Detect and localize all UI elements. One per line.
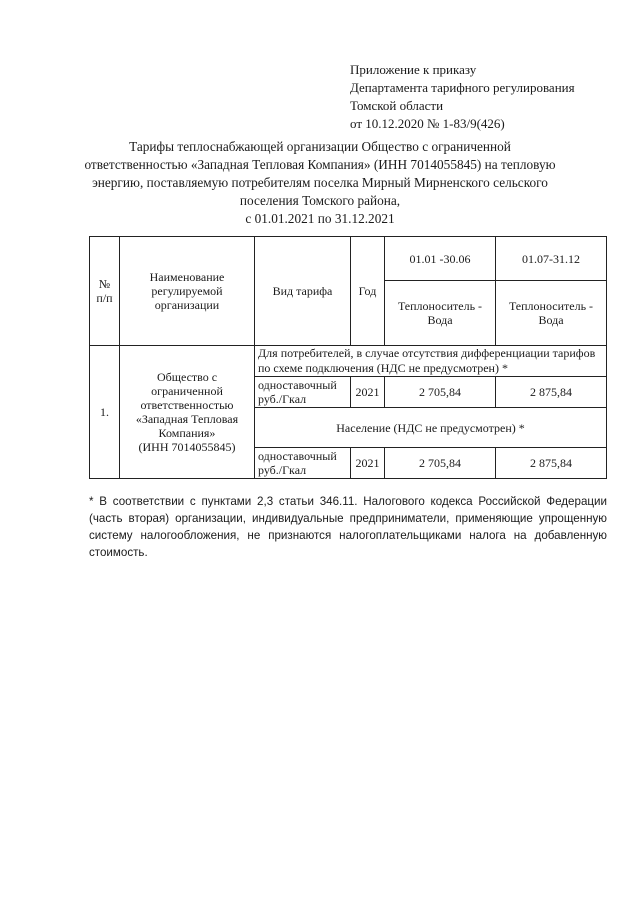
org-line-3: ответственностью <box>140 398 234 412</box>
category-consumers: Для потребителей, в случае отсутствия дифференциации тарифов по схеме подключения (НДС не предусмотрен) * <box>255 346 607 377</box>
org-line-1: Общество с <box>156 370 218 384</box>
document-title <box>78 138 562 228</box>
appendix-line-4: от 10.12.2020 № 1-83/9(426) <box>350 116 505 131</box>
title-line-1: Тарифы теплоснабжающей организации Общество с ограниченной <box>129 139 511 154</box>
tariff-unit: руб./Гкал <box>258 463 307 477</box>
appendix-line-1: Приложение к приказу <box>350 62 477 77</box>
tariff-type-name: одноставочный <box>258 449 337 463</box>
appendix-line-2: Департамента тарифного регулирования <box>350 80 575 95</box>
tariff-type-cell <box>255 448 351 479</box>
header-period-1: 01.01 -30.06 <box>385 237 496 281</box>
tariff-year: 2021 <box>351 448 385 479</box>
header-carrier-2: Теплоноситель - Вода <box>496 281 607 346</box>
tariff-type-name: одноставочный <box>258 378 337 392</box>
appendix-line-3: Томской области <box>350 98 444 113</box>
tariff-type-cell <box>255 377 351 408</box>
row-number: 1. <box>90 346 120 479</box>
header-period-2: 01.07-31.12 <box>496 237 607 281</box>
org-line-2: ограниченной <box>151 384 223 398</box>
org-line-5: Компания» <box>158 426 216 440</box>
header-org: Наименование регулируемой организации <box>120 237 255 346</box>
org-line-6: (ИНН 7014055845) <box>138 440 236 454</box>
appendix-header <box>350 61 575 133</box>
org-line-4: «Западная Тепловая <box>135 412 239 426</box>
organization-name <box>120 346 255 479</box>
header-num: № п/п <box>90 237 120 346</box>
tariff-value-period-1: 2 705,84 <box>385 377 496 408</box>
tariff-value-period-2: 2 875,84 <box>496 377 607 408</box>
title-line-5: с 01.01.2021 по 31.12.2021 <box>245 211 395 226</box>
tariff-year: 2021 <box>351 377 385 408</box>
title-line-3: энергию, поставляемую потребителям поселка Мирный Мирненского сельского <box>92 175 548 190</box>
category-population: Население (НДС не предусмотрен) * <box>255 408 607 448</box>
category-row-1 <box>90 346 607 377</box>
header-year: Год <box>351 237 385 346</box>
tariff-unit: руб./Гкал <box>258 392 307 406</box>
header-carrier-1: Теплоноситель - Вода <box>385 281 496 346</box>
title-line-2: ответственностью «Западная Тепловая Компания» (ИНН 7014055845) на тепловую <box>84 157 556 172</box>
header-tariff-type: Вид тарифа <box>255 237 351 346</box>
tariff-value-period-2: 2 875,84 <box>496 448 607 479</box>
tariff-table <box>89 236 607 479</box>
footnote: * В соответствии с пунктами 2,3 статьи 346.11. Налогового кодекса Российской Федерации (часть вторая) организации, индивидуальные предприниматели, применяющие упрощенную систему налогообложения, не признаются налогоплательщиками налога на добавленную стоимость. <box>89 495 607 559</box>
tariff-value-period-1: 2 705,84 <box>385 448 496 479</box>
header-row-1 <box>90 237 607 281</box>
title-line-4: поселения Томского района, <box>239 193 401 208</box>
